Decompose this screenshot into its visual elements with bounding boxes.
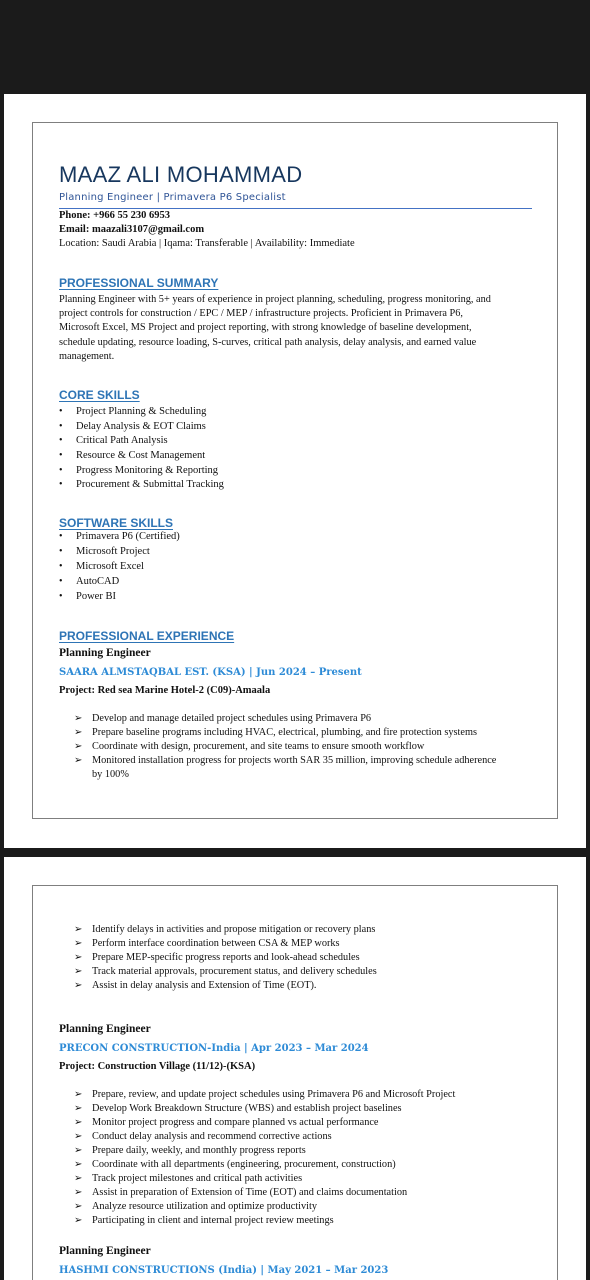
arrow-bullet-icon: ➢: [74, 938, 83, 949]
email-line: Email: maazali3107@gmail.com: [59, 224, 205, 235]
job-bullet: ➢ Coordinate with all departments (engineering, procurement, construction): [74, 1159, 396, 1170]
bullet-icon: •: [59, 576, 63, 587]
arrow-bullet-icon: ➢: [74, 741, 83, 752]
job-bullet: ➢ Prepare, review, and update project schedules using Primavera P6 and Microsoft Project: [74, 1089, 456, 1100]
arrow-bullet-icon: ➢: [74, 713, 83, 724]
software-skill-item: • Microsoft Project: [59, 546, 150, 557]
core-skill-item: • Critical Path Analysis: [59, 435, 168, 446]
arrow-bullet-icon: ➢: [74, 727, 83, 738]
bullet-icon: •: [59, 421, 63, 432]
summary-line: management.: [59, 350, 115, 362]
job-bullet: ➢ Assist in delay analysis and Extension of Time (EOT).: [74, 980, 317, 991]
arrow-bullet-icon: ➢: [74, 952, 83, 963]
job-company: HASHMI CONSTRUCTIONS (India) | May 2021 – Mar 2023: [59, 1265, 389, 1276]
job-bullet: ➢ Develop Work Breakdown Structure (WBS) and establish project baselines: [74, 1103, 402, 1114]
job-role: Planning Engineer: [59, 1023, 151, 1035]
job-bullet: ➢ Develop and manage detailed project schedules using Primavera P6: [74, 713, 372, 724]
arrow-bullet-icon: ➢: [74, 980, 83, 991]
job-bullet: ➢ Identify delays in activities and propose mitigation or recovery plans: [74, 924, 376, 935]
bullet-icon: •: [59, 546, 63, 557]
arrow-bullet-icon: ➢: [74, 1215, 83, 1226]
summary-line: Microsoft Excel, MS Project and project reporting, with strong knowledge of baseline development,: [59, 322, 472, 334]
core-skill-item: • Resource & Cost Management: [59, 450, 206, 461]
bullet-icon: •: [59, 531, 63, 542]
bullet-icon: •: [59, 435, 63, 446]
job-company: PRECON CONSTRUCTION-India | Apr 2023 – Mar 2024: [59, 1043, 369, 1054]
candidate-title: Planning Engineer | Primavera P6 Specialist: [59, 192, 286, 203]
job-role: Planning Engineer: [59, 1245, 151, 1257]
arrow-bullet-icon: ➢: [74, 1117, 83, 1128]
summary-line: Planning Engineer with 5+ years of experience in project planning, scheduling, progress monitoring, and: [59, 294, 491, 305]
core-skill-item: • Procurement & Submittal Tracking: [59, 479, 224, 490]
bullet-icon: •: [59, 591, 63, 602]
resume-page-1: [4, 94, 586, 848]
software-skill-item: • Power BI: [59, 591, 116, 602]
software-skill-item: • Microsoft Excel: [59, 561, 144, 572]
job-bullet: ➢ Conduct delay analysis and recommend corrective actions: [74, 1131, 332, 1142]
bullet-icon: •: [59, 450, 63, 461]
arrow-bullet-icon: ➢: [74, 1089, 83, 1100]
experience-heading: PROFESSIONAL EXPERIENCE: [59, 629, 235, 643]
software-skill-item: • Primavera P6 (Certified): [59, 531, 180, 542]
arrow-bullet-icon: ➢: [74, 1159, 83, 1170]
summary-paragraph: [59, 293, 529, 364]
job-bullet: ➢ Track material approvals, procurement status, and delivery schedules: [74, 966, 377, 977]
job-bullet-continuation: by 100%: [92, 769, 129, 780]
job-company: SAARA ALMSTAQBAL EST. (KSA) | Jun 2024 – Present: [59, 667, 362, 678]
arrow-bullet-icon: ➢: [74, 1187, 83, 1198]
summary-heading: PROFESSIONAL SUMMARY: [59, 276, 219, 290]
bullet-icon: •: [59, 561, 63, 572]
job-project: Project: Red sea Marine Hotel-2 (C09)-Amaala: [59, 685, 271, 696]
job-bullet: ➢ Participating in client and internal project review meetings: [74, 1215, 334, 1226]
job-bullet: ➢ Track project milestones and critical path activities: [74, 1173, 303, 1184]
resume-page-2: [4, 857, 586, 1280]
arrow-bullet-icon: ➢: [74, 1131, 83, 1142]
phone-line: Phone: +966 55 230 6953: [59, 210, 170, 221]
job-bullet: ➢ Assist in preparation of Extension of Time (EOT) and claims documentation: [74, 1187, 408, 1198]
core-skill-item: • Delay Analysis & EOT Claims: [59, 421, 206, 432]
job-bullet: ➢ Prepare MEP-specific progress reports and look-ahead schedules: [74, 952, 360, 963]
job-bullet: ➢ Prepare baseline programs including HVAC, electrical, plumbing, and fire protection systems: [74, 727, 477, 738]
arrow-bullet-icon: ➢: [74, 1173, 83, 1184]
core-skill-item: • Progress Monitoring & Reporting: [59, 465, 219, 476]
software-skills-heading: SOFTWARE SKILLS: [59, 516, 173, 530]
core-skill-item: • Project Planning & Scheduling: [59, 406, 207, 417]
job-bullet: ➢ Perform interface coordination between CSA & MEP works: [74, 938, 340, 949]
header-divider: [59, 208, 532, 209]
job-bullet: ➢ Analyze resource utilization and optimize productivity: [74, 1201, 318, 1212]
bullet-icon: •: [59, 465, 63, 476]
job-role: Planning Engineer: [59, 647, 151, 659]
bullet-icon: •: [59, 406, 63, 417]
job-bullet: ➢ Coordinate with design, procurement, and site teams to ensure smooth workflow: [74, 741, 425, 752]
bullet-icon: •: [59, 479, 63, 490]
arrow-bullet-icon: ➢: [74, 1145, 83, 1156]
software-skill-item: • AutoCAD: [59, 576, 120, 587]
location-line: Location: Saudi Arabia | Iqama: Transferable | Availability: Immediate: [59, 238, 355, 249]
candidate-name: MAAZ ALI MOHAMMAD: [59, 162, 303, 187]
job-bullet: ➢ Monitor project progress and compare planned vs actual performance: [74, 1117, 379, 1128]
job-bullet: ➢ Prepare daily, weekly, and monthly progress reports: [74, 1145, 306, 1156]
arrow-bullet-icon: ➢: [74, 755, 83, 766]
job-project: Project: Construction Village (11/12)-(KSA): [59, 1061, 256, 1072]
core-skills-heading: CORE SKILLS: [59, 388, 140, 402]
arrow-bullet-icon: ➢: [74, 1103, 83, 1114]
job-bullet: ➢ Monitored installation progress for projects worth SAR 35 million, improving schedule adherence: [74, 755, 497, 766]
arrow-bullet-icon: ➢: [74, 924, 83, 935]
summary-line: project controls for construction / EPC / MEP / infrastructure projects. Proficient in Primavera P6,: [59, 308, 463, 320]
summary-line: schedule updating, resource loading, S-curves, critical path analysis, delay analysis, and earned value: [59, 336, 477, 348]
arrow-bullet-icon: ➢: [74, 966, 83, 977]
arrow-bullet-icon: ➢: [74, 1201, 83, 1212]
